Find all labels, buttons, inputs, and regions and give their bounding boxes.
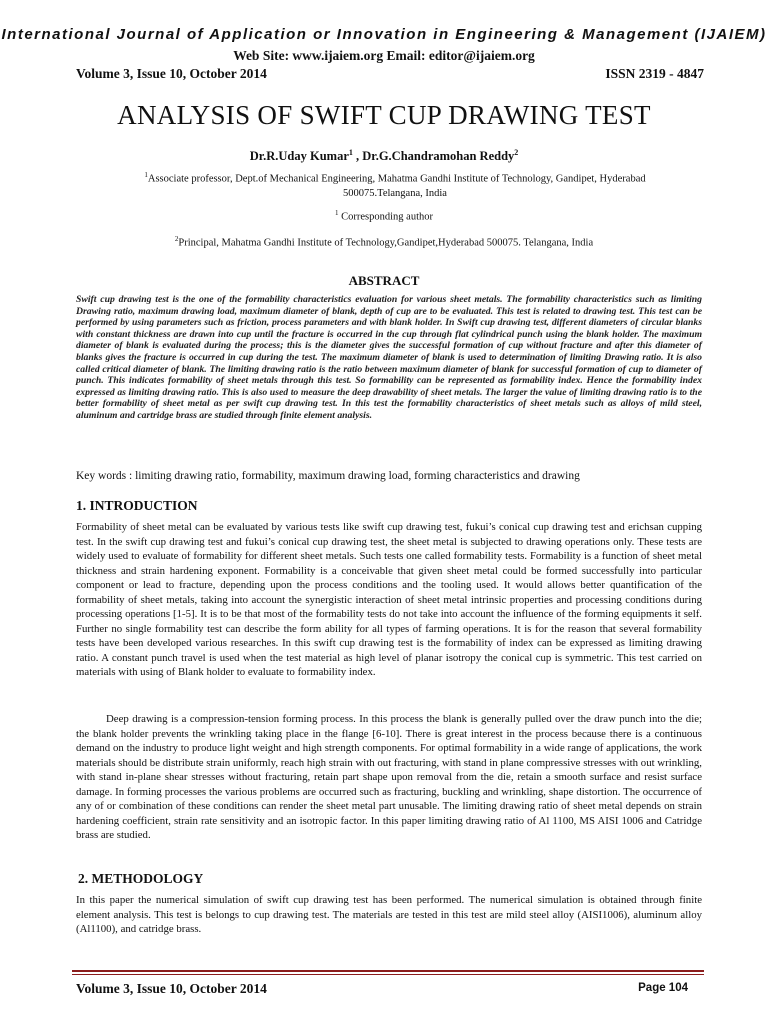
corresponding-sup: 1 (335, 209, 339, 217)
author-1-sup: 1 (348, 148, 353, 157)
corresponding-author (0, 209, 768, 223)
affiliation-1-sup: 1 (144, 171, 148, 179)
footer-rule-thick (72, 970, 704, 972)
paper-title: ANALYSIS OF SWIFT CUP DRAWING TEST (117, 100, 651, 130)
introduction-paragraph-1: Formability of sheet metal can be evaluated by various tests like swift cup drawing test, fukui’s conical cup drawing test and erichsan cupping test. In the swift cup drawing test and fukui’s conical cup drawing test, the sheet metal is subjected to drawing operations only. These tests are widely used to evaluate of formability for different sheet metals. Such tests one called formability tests. Formability is a function of sheet metal thickness and strain hardening exponent. Formability is a conceivable that given sheet metal could be formed successfully into particular component or lead to fracture, depending upon the process conditions and the tooling used. It would allows better quantification of the formability of sheet metals, taking into account the synergistic interaction of sheet metal intrinsic properties and processing conditions during processing operations [1-5]. It is to be that most of the formability tests do not take into account the influence of the forming equipments it self. Further no single formability test can describe the form ability for all types of farming operations. It is for the reason that several formability tests have been developed various researches. In this swift cup drawing test is the formability of index can be expressed as limiting drawing ratio. A constant punch travel is used when the test material as high level of planar isotropy the conical cup is symmetric. This test carried on materials with using of Blank holder to evaluate to formability index. (76, 521, 702, 678)
corresponding-text: Corresponding author (338, 211, 433, 223)
introduction-heading: 1. INTRODUCTION (76, 498, 198, 513)
header-issn: ISSN 2319 - 4847 (605, 66, 704, 81)
author-separator: , (352, 149, 363, 164)
introduction-paragraph-2: Deep drawing is a compression-tension forming process. In this process the blank is generally pulled over the draw punch into the die; the blank holder prevents the wrinkling taking place in the flange [6-10]. There is great interest in the process because there is a continuous demand on the industry to produce light weight and high strength components. For optimal formability in a wide range of applications, the work materials should be distribute strain uniformly, reach high strain with out fracturing, with stand in plane compressive stresses with out wrinkling, with stand in-plane shear stresses without fracturing, retain part shape upon removal from the die, retain a smooth surface and resist surface damage. In forming processes the various problems are occurred such as fracturing, buckling and wrinkling, shape distortion. The occurrence of any of or combination of these conditions can render the sheet metal part unusable. The limiting drawing ratio of sheet metal depends on strain hardening coefficient, strain rate sensitivity and an isotropic factor. In this paper limiting drawing ratio of Al 1100, MS AISI 1006 and Catridge brass are studied. (76, 713, 702, 841)
author-2: Dr.G.Chandramohan Reddy (362, 149, 515, 164)
author-1: Dr.R.Uday Kumar (249, 149, 349, 164)
page-number: Page 104 (638, 982, 688, 994)
abstract-text: Swift cup drawing test is the one of the formability characteristics evaluation for various sheet metals. The formability characteristics such as limiting Drawing ratio, maximum drawing load, maximum diameter of blank, depth of cup are to be evaluated. This test is related to drawing test. This test can be performed by using parameters such as friction, process parameters and with blank holder. In Swift cup drawing test, different diameters of circular blanks with constant thickness are drawn into cup until the fracture is occurred in the cup through flat cylindrical punch using the blank holder. The maximum diameter of blank is evaluated during the process; this is the diameter gives the successful formation of cup without fracture and after this diameter of blanks gives the fracture is occurred in cup during the test. The maximum diameter of blank is used to determination of limiting Drawing ratio. It is also called critical diameter of blank. The limiting drawing ratio is the ratio between maximum diameter of blank for successful formation of cup to diameter of punch. This indicates formability of sheet metals through this test. So formability can be represented as formability index. Hence the formability index expressed as limiting drawing ratio. This is also used to measure the deep drawability of sheet metals. The larger the value of limiting drawing ratio is to the better formability of sheet metal as per swift cup drawing test. In this test the formability characteristics of sheet metals such as alloys of mild steel, aluminum and cartridge brass are studied through finite element analysis. (76, 294, 702, 421)
abstract-heading: ABSTRACT (348, 273, 420, 288)
journal-name: International Journal of Application or Innovation in Engineering & Management (IJAIEM) (1, 26, 767, 43)
author-2-sup: 2 (514, 148, 519, 157)
journal-website: Web Site: www.ijaiem.org Email: editor@ijaiem.org (233, 48, 535, 63)
affiliation-1-text: Associate professor, Dept.of Mechanical Engineering, Mahatma Gandhi Institute of Technology, Gandipet, Hyderabad 500075.Telangana, India (147, 173, 646, 199)
methodology-heading: 2. METHODOLOGY (78, 871, 204, 886)
footer-volume: Volume 3, Issue 10, October 2014 (76, 981, 267, 996)
keywords: Key words : limiting drawing ratio, formability, maximum drawing load, forming characteristics and drawing (76, 470, 580, 482)
footer-rule-thin (72, 974, 704, 975)
header-volume: Volume 3, Issue 10, October 2014 (76, 66, 267, 81)
affiliation-2 (0, 235, 768, 249)
methodology-paragraph-1: In this paper the numerical simulation of swift cup drawing test has been performed. The numerical simulation is obtained through finite element analysis. This test is belongs to cup drawing test. The materials are tested in this test are mild steel alloy (AISI1006), aluminum alloy (Al1100), and catridge brass. (76, 894, 702, 935)
affiliation-2-text: Principal, Mahatma Gandhi Institute of Technology,Gandipet,Hyderabad 500075. Telangana, India (178, 237, 594, 249)
authors (0, 148, 768, 164)
affiliation-2-sup: 2 (174, 235, 179, 243)
affiliation-1 (140, 168, 650, 201)
